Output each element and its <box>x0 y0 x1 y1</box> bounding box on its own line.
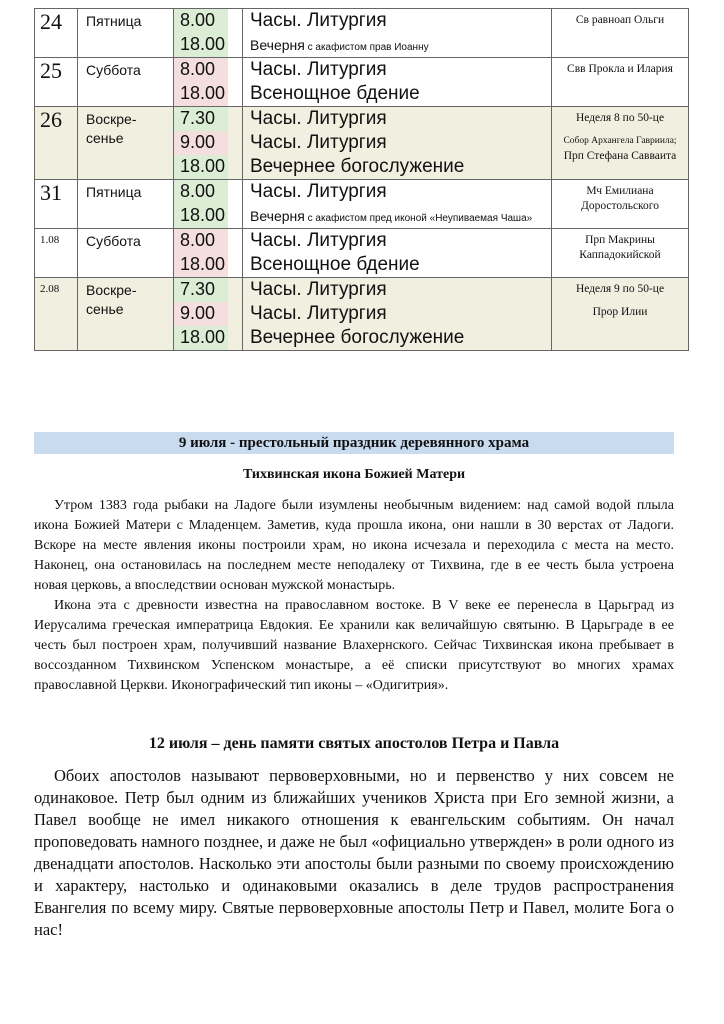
saint-cell <box>552 278 689 351</box>
saint-line: Прор Илии <box>592 306 648 318</box>
service-time: 8.00 <box>174 229 228 253</box>
service-time: 18.00 <box>174 326 228 350</box>
schedule-row <box>35 278 689 351</box>
date-cell: 2.08 <box>35 278 78 351</box>
service-time: 18.00 <box>174 155 228 179</box>
day-cell: Пятница <box>78 9 174 58</box>
saint-line: Прп Стефана Савваита <box>563 150 677 162</box>
saint-line: Свв Прокла и Илария <box>567 63 673 75</box>
saint-line: Неделя 9 по 50-це <box>575 283 665 295</box>
saint-line: Доростольского <box>581 200 659 212</box>
service-time: 9.00 <box>174 302 228 326</box>
saint-line: Прп Макрины <box>585 234 655 246</box>
services-cell <box>243 58 552 107</box>
schedule-row <box>35 107 689 180</box>
service-time: 7.30 <box>174 107 228 131</box>
date-cell: 26 <box>35 107 78 180</box>
saint-line <box>554 297 686 305</box>
feast-subtitle: Тихвинская икона Божией Матери <box>242 467 466 482</box>
day-cell: Суббота <box>78 58 174 107</box>
services-cell <box>243 9 552 58</box>
service-name: Часы. Литургия <box>250 279 387 300</box>
saint-line: Каппадокийской <box>579 249 661 261</box>
saint-line: Собор Архангела Гавриила; <box>563 136 677 146</box>
paragraph-tikhvin-1: Утром 1383 года рыбаки на Ладоге были изумлены необычным видением: над самой водой плыла икона Божией Матери с Младенцем. Заметив, куда прошла икона, они нашли в 30 верстах от Ладоги. Вскоре на месте явления иконы построили храм, но икона исчезала и переходила с места на место. Наконец, она остановилась на последнем месте неподалеку от Тихвина, где в ее честь была устроена новая церковь, а впоследствии основан мужской монастырь. <box>34 498 674 593</box>
services-cell <box>243 107 552 180</box>
times-cell <box>174 278 243 351</box>
service-name: Часы. Литургия <box>250 303 387 324</box>
saint-cell <box>552 9 689 58</box>
services-cell <box>243 180 552 229</box>
service-line <box>250 58 551 82</box>
day-cell: Воскре-сенье <box>78 278 174 351</box>
service-name: Часы. Литургия <box>250 132 387 153</box>
saint-line: Мч Емилиана <box>586 185 654 197</box>
service-time: 7.30 <box>174 278 228 302</box>
service-line <box>250 326 551 350</box>
service-time: 18.00 <box>174 33 228 57</box>
service-line <box>250 180 551 204</box>
date-cell: 25 <box>35 58 78 107</box>
schedule-row <box>35 229 689 278</box>
date-cell: 31 <box>35 180 78 229</box>
times-cell <box>174 229 243 278</box>
service-time: 18.00 <box>174 204 228 228</box>
saint-line: Св равноап Ольги <box>575 14 665 26</box>
saint-line <box>554 126 686 134</box>
service-line <box>250 155 551 179</box>
saint-cell <box>552 229 689 278</box>
service-line <box>250 131 551 155</box>
day-cell: Пятница <box>78 180 174 229</box>
service-name: Часы. Литургия <box>250 59 387 80</box>
service-time: 8.00 <box>174 58 228 82</box>
day-cell: Воскре-сенье <box>78 107 174 180</box>
saint-cell <box>552 58 689 107</box>
schedule-table <box>34 8 689 351</box>
service-name: Часы. Литургия <box>250 10 387 31</box>
day-cell: Суббота <box>78 229 174 278</box>
service-name: Вечернее богослужение <box>250 156 465 177</box>
paragraph-tikhvin-2: Икона эта с древности известна на православном востоке. В V веке ее перенесла в Царьград из Иерусалима греческая императрица Евдокия. Ее хранили как величайшую святыню. В Царьграде в ее честь был построен храм, получивший название Влахернского. Сейчас Тихвинская икона пребывает в воссозданном Тихвинском Успенском монастыре, а её списки присутствуют во многих храмах православной Церкви. Иконографический тип иконы – «Одигитрия». <box>34 598 674 693</box>
service-time: 18.00 <box>174 82 228 106</box>
service-line <box>250 302 551 326</box>
saint-cell <box>552 107 689 180</box>
schedule-row <box>35 9 689 58</box>
service-name: Вечерня <box>250 37 305 53</box>
saint-cell <box>552 180 689 229</box>
times-cell <box>174 58 243 107</box>
saint-line: Неделя 8 по 50-це <box>575 112 665 124</box>
service-name: Часы. Литургия <box>250 181 387 202</box>
service-line <box>250 82 551 106</box>
services-cell <box>243 278 552 351</box>
service-name: Вечернее богослужение <box>250 327 465 348</box>
service-name: Вечерня <box>250 208 305 224</box>
service-line <box>250 33 551 57</box>
service-name: Всенощное бдение <box>250 254 420 275</box>
service-name: Часы. Литургия <box>250 108 387 129</box>
service-time: 8.00 <box>174 180 228 204</box>
service-line <box>250 253 551 277</box>
service-line <box>250 107 551 131</box>
service-note: с акафистом прав Иоанну <box>304 42 429 53</box>
service-time: 8.00 <box>174 9 228 33</box>
service-line <box>250 9 551 33</box>
paragraph-apostles: Обоих апостолов называют первоверховными, но и первенство у них совсем не одинаковое. Петр был одним из ближайших учеников Христа при Его земной жизни, а Павел вообще не имел никакого отношения к евангельским событиям. Он начал проповедовать намного позднее, и даже не был «официально утвержден» в роли одного из двенадцати апостолов. Насколько эти апостолы были разными по своему происхождению и характеру, настолько и одинаковыми оказались в деле трудов распространения Евангелия по всему миру. Святые первоверховные апостолы Петр и Павел, молите Бога о нас! <box>34 766 674 939</box>
times-cell <box>174 107 243 180</box>
date-cell: 24 <box>35 9 78 58</box>
times-cell <box>174 9 243 58</box>
times-cell <box>174 180 243 229</box>
services-cell <box>243 229 552 278</box>
service-name: Всенощное бдение <box>250 83 420 104</box>
service-line <box>250 278 551 302</box>
schedule-row <box>35 180 689 229</box>
service-line <box>250 229 551 253</box>
schedule-row <box>35 58 689 107</box>
apostles-title: 12 июля – день памяти святых апостолов Петра и Павла <box>148 735 560 752</box>
feast-banner: 9 июля - престольный праздник деревянного храма <box>34 432 674 454</box>
service-time: 9.00 <box>174 131 228 155</box>
service-note: с акафистом пред иконой «Неупиваемая Чаша» <box>304 213 533 224</box>
service-time: 18.00 <box>174 253 228 277</box>
service-line <box>250 204 551 228</box>
service-name: Часы. Литургия <box>250 230 387 251</box>
date-cell: 1.08 <box>35 229 78 278</box>
